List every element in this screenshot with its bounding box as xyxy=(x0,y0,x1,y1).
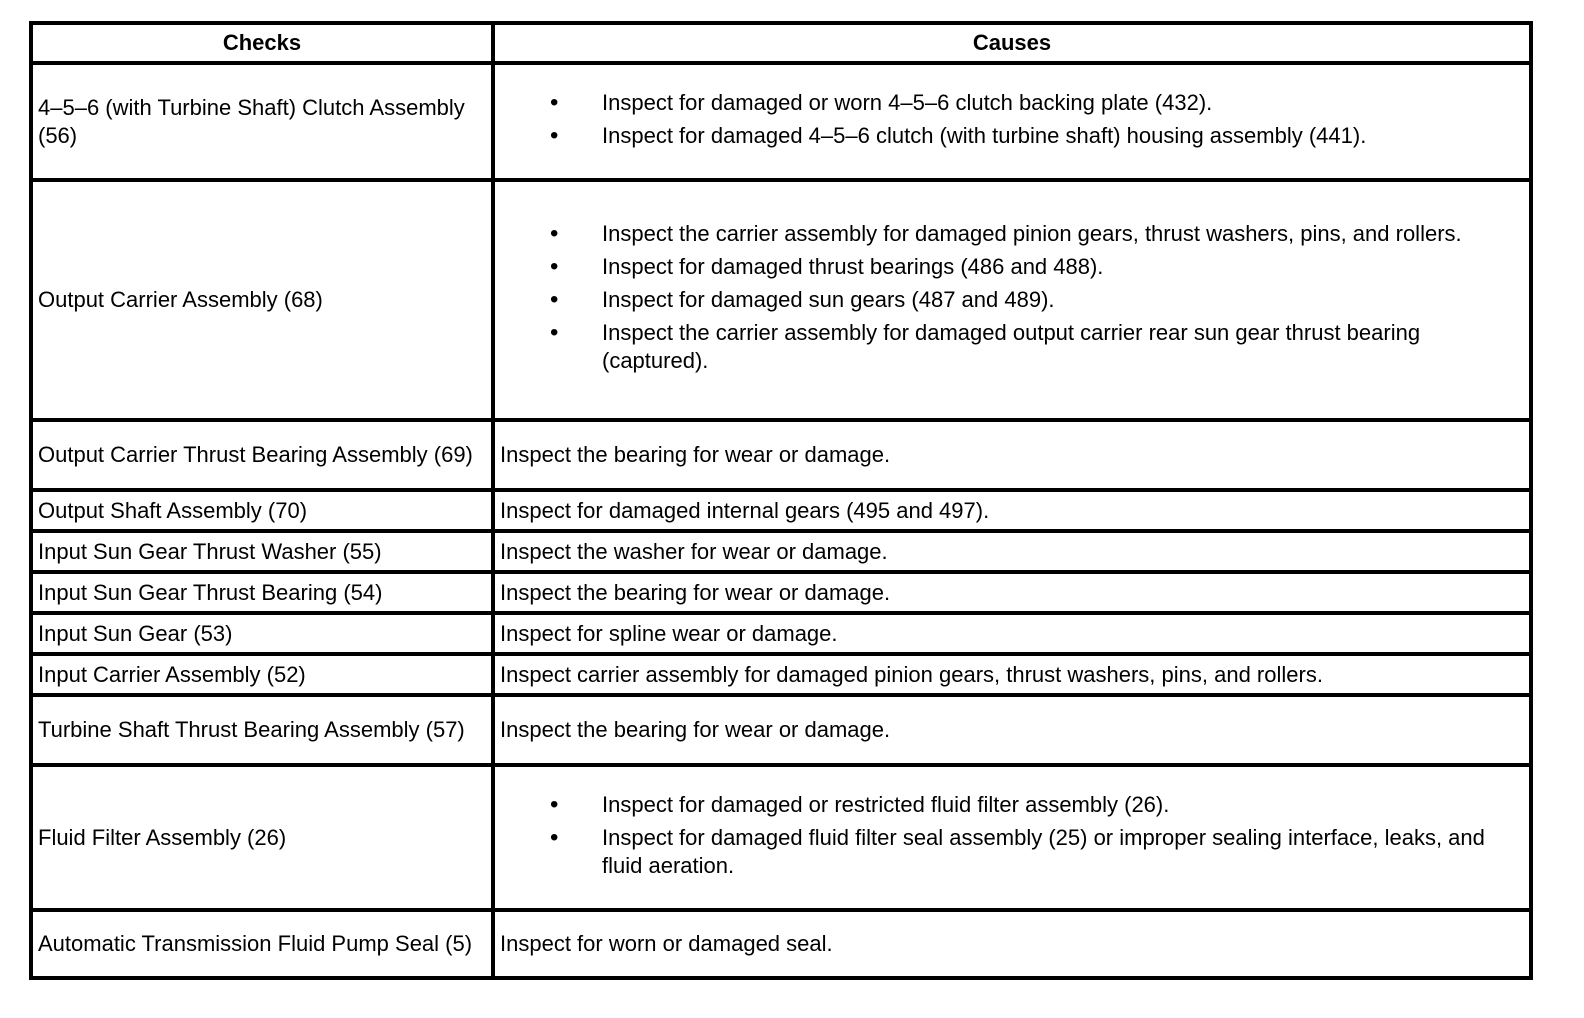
table-row xyxy=(31,654,1531,695)
causes-cell xyxy=(493,180,1531,420)
check-cell: Output Carrier Thrust Bearing Assembly (69) xyxy=(31,420,493,490)
causes-cell xyxy=(493,765,1531,910)
cause-item: • Inspect for damaged sun gears (487 and 489). xyxy=(500,286,1524,314)
cause-cell: Inspect the bearing for wear or damage. xyxy=(493,572,1531,613)
cause-item: • Inspect for damaged or worn 4–5–6 clutch backing plate (432). xyxy=(500,89,1524,117)
check-cell: 4–5–6 (with Turbine Shaft) Clutch Assembly (56) xyxy=(31,63,493,180)
check-cell: Input Carrier Assembly (52) xyxy=(31,654,493,695)
table-row xyxy=(31,490,1531,531)
cause-cell: Inspect for damaged internal gears (495 and 497). xyxy=(493,490,1531,531)
check-cell: Output Shaft Assembly (70) xyxy=(31,490,493,531)
table-row xyxy=(31,695,1531,765)
cause-item: • Inspect for damaged thrust bearings (486 and 488). xyxy=(500,253,1524,281)
causes-header: Causes xyxy=(493,23,1531,63)
table-row xyxy=(31,63,1531,180)
cause-item: • Inspect the carrier assembly for damaged output carrier rear sun gear thrust bearing (captured). xyxy=(500,319,1524,375)
cause-item: • Inspect for damaged or restricted fluid filter assembly (26). xyxy=(500,791,1524,819)
cause-cell: Inspect carrier assembly for damaged pinion gears, thrust washers, pins, and rollers. xyxy=(493,654,1531,695)
cause-cell: Inspect the bearing for wear or damage. xyxy=(493,420,1531,490)
header-row xyxy=(31,23,1531,63)
cause-item: • Inspect for damaged fluid filter seal assembly (25) or improper sealing interface, leaks, and fluid aeration. xyxy=(500,824,1524,880)
check-cell: Output Carrier Assembly (68) xyxy=(31,180,493,420)
table-row xyxy=(31,613,1531,654)
check-cell: Automatic Transmission Fluid Pump Seal (5) xyxy=(31,910,493,978)
cause-list xyxy=(500,89,1524,150)
causes-cell xyxy=(493,63,1531,180)
check-cell: Input Sun Gear Thrust Bearing (54) xyxy=(31,572,493,613)
check-cell: Input Sun Gear Thrust Washer (55) xyxy=(31,531,493,572)
cause-cell: Inspect the washer for wear or damage. xyxy=(493,531,1531,572)
table-row xyxy=(31,420,1531,490)
cause-item: • Inspect for damaged 4–5–6 clutch (with turbine shaft) housing assembly (441). xyxy=(500,122,1524,150)
check-cell: Fluid Filter Assembly (26) xyxy=(31,765,493,910)
cause-item: • Inspect the carrier assembly for damaged pinion gears, thrust washers, pins, and rollers. xyxy=(500,220,1524,248)
cause-list xyxy=(500,220,1524,375)
cause-cell: Inspect for worn or damaged seal. xyxy=(493,910,1531,978)
checks-header: Checks xyxy=(31,23,493,63)
table-row xyxy=(31,910,1531,978)
check-cell: Input Sun Gear (53) xyxy=(31,613,493,654)
table-row xyxy=(31,765,1531,910)
table-row xyxy=(31,531,1531,572)
table-row xyxy=(31,572,1531,613)
cause-list xyxy=(500,791,1524,880)
check-cell: Turbine Shaft Thrust Bearing Assembly (57) xyxy=(31,695,493,765)
cause-cell: Inspect the bearing for wear or damage. xyxy=(493,695,1531,765)
table-row xyxy=(31,180,1531,420)
cause-cell: Inspect for spline wear or damage. xyxy=(493,613,1531,654)
diagnostic-table xyxy=(29,21,1533,980)
